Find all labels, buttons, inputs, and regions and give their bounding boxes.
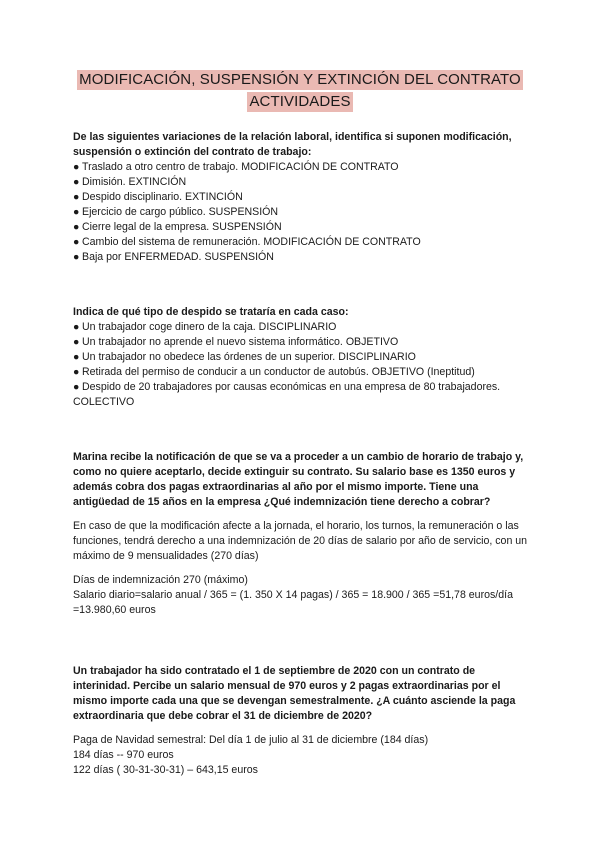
section-variaciones xyxy=(73,130,533,265)
answer-3b-line1: Días de indemnización 270 (máximo) xyxy=(73,574,248,586)
list-item: ● Baja por ENFERMEDAD. SUSPENSIÓN xyxy=(73,251,274,263)
list-item: ● Despido disciplinario. EXTINCIÓN xyxy=(73,191,243,203)
title-line-1: MODIFICACIÓN, SUSPENSIÓN Y EXTINCIÓN DEL CONTRATO xyxy=(79,71,521,88)
answer-4-line: Paga de Navidad semestral: Del día 1 de julio al 31 de diciembre (184 días) xyxy=(73,734,429,746)
document-title xyxy=(0,70,600,112)
list-1 xyxy=(73,160,533,265)
answer-4-line: 122 días ( 30-31-30-31) – 643,15 euros xyxy=(73,764,258,776)
title-line-2: ACTIVIDADES xyxy=(249,93,351,110)
question-2: Indica de qué tipo de despido se trataría en cada caso: xyxy=(73,306,349,318)
list-item: ● Traslado a otro centro de trabajo. MODIFICACIÓN DE CONTRATO xyxy=(73,161,399,173)
answer-3a: En caso de que la modificación afecte a la jornada, el horario, los turnos, la remuneración o las funciones, tendrá derecho a una indemnización de 20 días de salario por año de servicio, con un máximo de 9 mensualidades (270 días) xyxy=(73,520,528,562)
question-4: Un trabajador ha sido contratado el 1 de septiembre de 2020 con un contrato de interinidad. Percibe un salario mensual de 970 euros y 2 pagas extraordinarias por el mismo importe cada una que se devengan semestralmente. ¿A cuánto asciende la paga extraordinaria que debe cobrar el 31 de diciembre de 2020? xyxy=(73,665,516,722)
question-3: Marina recibe la notificación de que se va a proceder a un cambio de horario de trabajo y, como no quiere aceptarlo, decide extinguir su contrato. Su salario base es 1350 euros y además cobra dos pagas extraordinarias al año por el mismo importe. Tiene una antigüedad de 15 años en la empresa ¿Qué indemnización tiene derecho a cobrar? xyxy=(73,451,524,508)
section-despido xyxy=(73,305,533,410)
question-1: De las siguientes variaciones de la relación laboral, identifica si suponen modificación, suspensión o extinción del contrato de trabajo: xyxy=(73,131,512,158)
section-marina xyxy=(73,450,533,618)
list-item: ● Un trabajador coge dinero de la caja. DISCIPLINARIO xyxy=(73,321,337,333)
list-item: ● Despido de 20 trabajadores por causas económicas en una empresa de 80 trabajadores. COLECTIVO xyxy=(73,381,501,408)
list-2 xyxy=(73,320,533,410)
list-item: ● Cambio del sistema de remuneración. MODIFICACIÓN DE CONTRATO xyxy=(73,236,421,248)
section-interinidad xyxy=(73,664,533,778)
list-item: ● Ejercicio de cargo público. SUSPENSIÓN xyxy=(73,206,279,218)
list-item: ● Un trabajador no aprende el nuevo sistema informático. OBJETIVO xyxy=(73,336,399,348)
answer-4-line: 184 días -- 970 euros xyxy=(73,749,174,761)
list-item: ● Retirada del permiso de conducir a un conductor de autobús. OBJETIVO (Ineptitud) xyxy=(73,366,475,378)
list-item: ● Cierre legal de la empresa. SUSPENSIÓN xyxy=(73,221,282,233)
list-item: ● Dimisión. EXTINCIÓN xyxy=(73,176,187,188)
list-item: ● Un trabajador no obedece las órdenes de un superior. DISCIPLINARIO xyxy=(73,351,416,363)
answer-3b-line2: Salario diario=salario anual / 365 = (1. 350 X 14 pagas) / 365 = 18.900 / 365 =51,78 euros/día =13.980,60 euros xyxy=(73,589,513,616)
